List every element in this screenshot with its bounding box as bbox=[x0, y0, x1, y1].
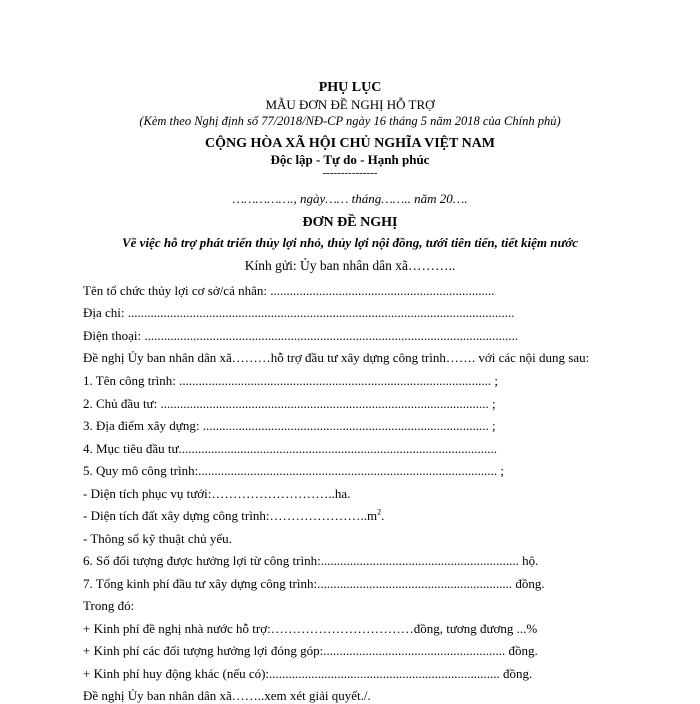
form-title: MẪU ĐƠN ĐỀ NGHỊ HỖ TRỢ bbox=[265, 97, 435, 112]
closing-request: Đề nghị Ủy ban nhân dân xã……..xem xét giải quyết./. bbox=[83, 688, 371, 703]
field-land-area bbox=[83, 508, 384, 524]
field-beneficiaries: 6. Số đối tượng được hưởng lợi từ công trình:............................................................. hộ. bbox=[83, 553, 539, 568]
field-phone: Điện thoại: ................................................................................................................... bbox=[83, 328, 519, 343]
separator: --------------- bbox=[322, 167, 378, 179]
field-scale: 5. Quy mô công trình:............................................................................................ ; bbox=[83, 463, 505, 478]
decree-note: (Kèm theo Nghị định số 77/2018/NĐ-CP ngày 16 tháng 5 năm 2018 của Chính phủ) bbox=[139, 114, 561, 128]
land-area-period: . bbox=[381, 508, 385, 523]
field-location: 3. Địa điểm xây dựng: ........................................................................................ ; bbox=[83, 418, 496, 433]
document-subject: Về việc hỗ trợ phát triển thủy lợi nhỏ, thủy lợi nội đồng, tưới tiên tiến, tiết kiệm nước bbox=[121, 235, 579, 250]
field-address: Địa chỉ: ....................................................................................................................... bbox=[83, 305, 515, 320]
land-area-text: - Diện tích đất xây dựng công trình:…………………..m bbox=[83, 508, 378, 523]
field-irrigated-area: - Diện tích phục vụ tưới:………………………..ha. bbox=[83, 486, 351, 501]
field-total-cost: 7. Tổng kinh phí đầu tư xây dựng công trình:............................................................ đồng. bbox=[83, 576, 545, 591]
field-investor: 2. Chủ đầu tư: ..................................................................................................... ; bbox=[83, 396, 496, 411]
field-beneficiary-contribution: + Kinh phí các đối tượng hưởng lợi đóng góp:........................................................ đồng. bbox=[83, 643, 538, 658]
field-other-funding: + Kinh phí huy động khác (nếu có):....................................................................... đồng. bbox=[83, 666, 533, 681]
national-motto: Độc lập - Tự do - Hạnh phúc bbox=[270, 152, 430, 167]
field-technical-specs: - Thông số kỹ thuật chủ yếu. bbox=[83, 531, 232, 546]
document-title: ĐƠN ĐỀ NGHỊ bbox=[302, 215, 398, 230]
field-state-support: + Kinh phí đề nghị nhà nước hỗ trợ:……………………………đồng, tương đương ...% bbox=[83, 621, 538, 636]
national-title: CỘNG HÒA XÃ HỘI CHỦ NGHĨA VIỆT NAM bbox=[204, 136, 495, 151]
field-objective: 4. Mục tiêu đầu tư.................................................................................................. bbox=[83, 441, 498, 456]
date-line: ……………., ngày…… tháng…….. năm 20…. bbox=[232, 191, 468, 206]
field-project-name: 1. Tên công trình: ................................................................................................ ; bbox=[83, 373, 499, 388]
label-of-which: Trong đó: bbox=[83, 598, 135, 613]
field-applicant-name: Tên tổ chức thủy lợi cơ sở/cá nhân: ..................................................................... bbox=[83, 283, 495, 298]
appendix-title: PHỤ LỤC bbox=[318, 80, 382, 95]
request-line: Đề nghị Ủy ban nhân dân xã………hỗ trợ đầu tư xây dựng công trình……. với các nội dung sau: bbox=[83, 350, 590, 365]
m2-superscript: 2 bbox=[377, 507, 382, 517]
recipient-line: Kính gửi: Ủy ban nhân dân xã……….. bbox=[244, 258, 456, 273]
